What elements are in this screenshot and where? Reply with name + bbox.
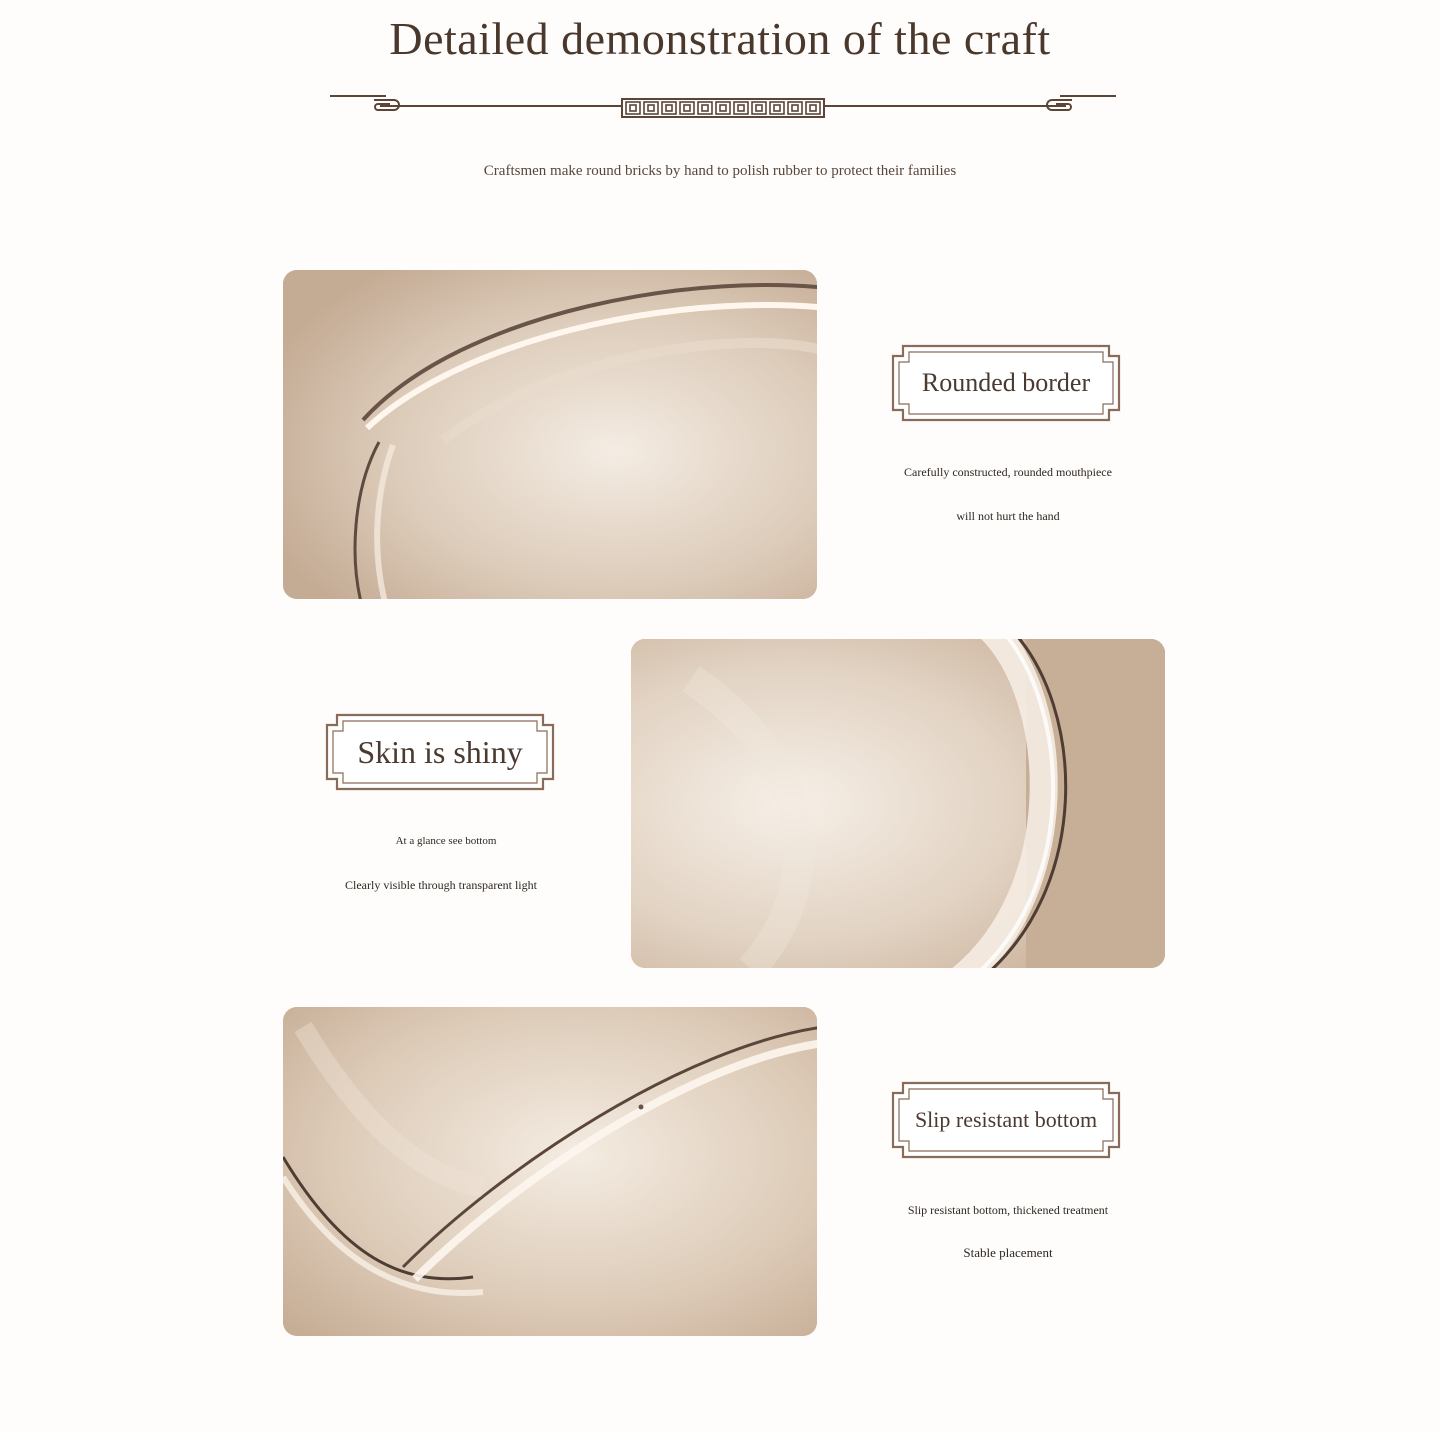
page-subtitle: Craftsmen make round bricks by hand to polish rubber to protect their families [483, 163, 957, 179]
shiny-surface-photo [631, 639, 1165, 968]
feature-label-text: Skin is shiny [357, 733, 523, 770]
feature-label-text: Rounded border [921, 368, 1091, 397]
feature-label-rounded-border [889, 342, 1123, 424]
slip-resistant-bottom-photo [283, 1007, 817, 1336]
feature-description-line: will not hurt the hand [956, 509, 1060, 523]
feature-description-line: Stable placement [963, 1245, 1053, 1260]
feature-description-line: At a glance see bottom [395, 835, 497, 847]
feature-description-line: Slip resistant bottom, thickened treatment [907, 1203, 1109, 1217]
feature-description-line: Carefully constructed, rounded mouthpiece [904, 465, 1112, 479]
decorative-divider-ornament [330, 86, 1116, 126]
feature-label-skin-is-shiny [323, 711, 557, 793]
feature-label-text: Slip resistant bottom [914, 1107, 1098, 1132]
rounded-rim-photo [283, 270, 817, 599]
feature-label-slip-resistant-bottom [889, 1079, 1123, 1161]
page-title: Detailed demonstration of the craft [389, 13, 1051, 64]
feature-description-line: Clearly visible through transparent light [345, 878, 537, 892]
